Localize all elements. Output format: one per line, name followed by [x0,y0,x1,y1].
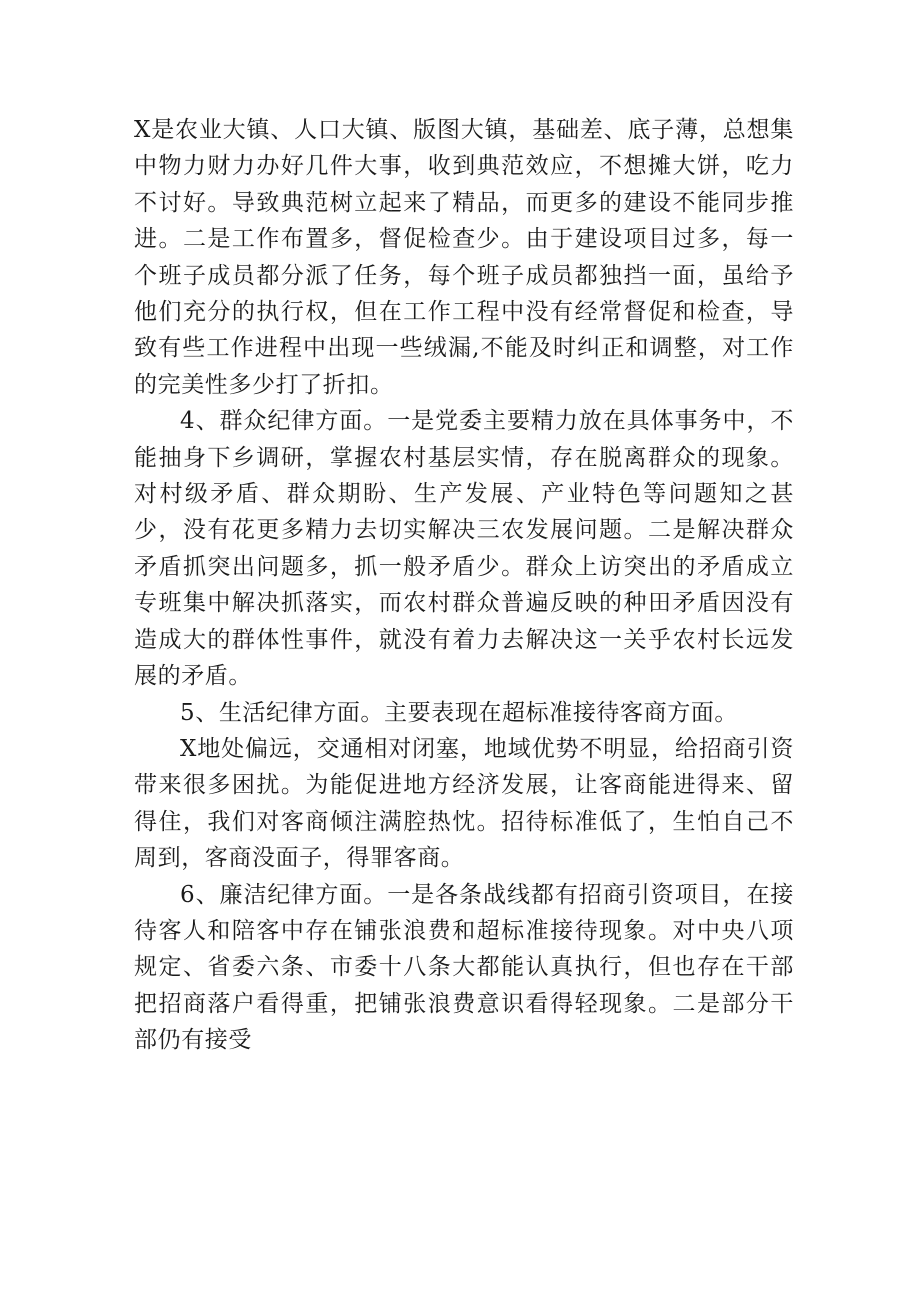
paragraph-continuation: X是农业大镇、人口大镇、版图大镇，基础差、底子薄，总想集中物力财力办好几件大事，收到典范效应，不想摊大饼，吃力不讨好。导致典范树立起来了精品，而更多的建设不能同步推进。二是工作布置多，督促检查少。由于建设项目过多，每一个班子成员都分派了任务，每个班子成员都独挡一面，虽给予他们充分的执行权，但在工作工程中没有经常督促和检查，导致有些工作进程中出现一些绒漏,不能及时纠正和调整，对工作的完美性多少打了折扣。 [134,117,794,398]
paragraph-mass-discipline: 4、群众纪律方面。一是党委主要精力放在具体事务中，不能抽身下乡调研，掌握农村基层实情，存在脱离群众的现象。对村级矛盾、群众期盼、生产发展、产业特色等问题知之甚少，没有花更多精力去切实解决三农发展问题。二是解决群众矛盾抓突出问题多，抓一般矛盾少。群众上访突出的矛盾成立专班集中解决抓落实，而农村群众普遍反映的种田矛盾因没有造成大的群体性事件，就没有着力去解决这一关乎农村长远发展的矛盾。 [134,408,794,690]
paragraph-integrity-discipline: 6、廉洁纪律方面。一是各条战线都有招商引资项目，在接待客人和陪客中存在铺张浪费和超标准接待现象。对中央八项规定、省委六条、市委十八条大都能认真执行，但也存在干部把招商落户看得重，把铺张浪费意识看得轻现象。二是部分干部仍有接受 [134,881,794,1054]
paragraph-life-discipline: 5、生活纪律方面。主要表现在超标准接待客商方面。 [180,699,739,726]
paragraph-remote-location: X地处偏远，交通相对闭塞，地域优势不明显，给招商引资带来很多困扰。为能促进地方经济发展，让客商能进得来、留得住，我们对客商倾注满腔热忱。招待标准低了，生怕自己不周到，客商没面子，得罪客商。 [134,735,794,872]
document-body [134,112,794,1059]
